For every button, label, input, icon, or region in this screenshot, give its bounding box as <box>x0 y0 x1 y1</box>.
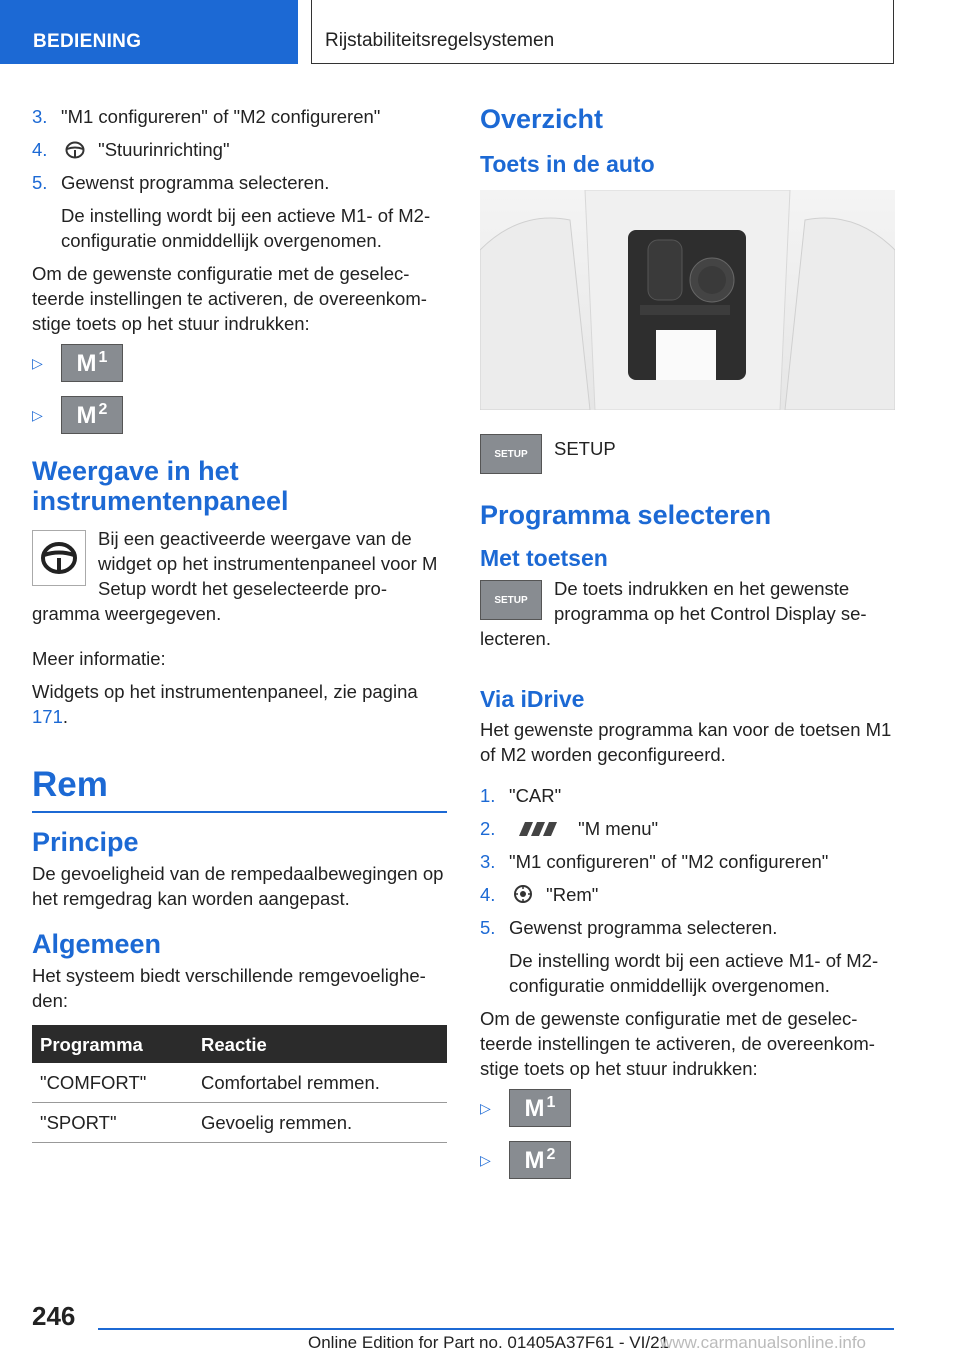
step-number: 2. <box>480 818 496 839</box>
widgets-text: Widgets op het instrumentenpaneel, zie pagina <box>32 681 418 702</box>
triangle-bullet-icon: ▷ <box>32 354 43 371</box>
m-stripes-icon <box>513 822 561 836</box>
m2-sup: 2 <box>546 1145 556 1163</box>
more-info-label: Meer informatie: <box>32 648 166 669</box>
principle-heading: Principe <box>32 827 139 857</box>
m1-button-image <box>61 344 123 382</box>
table-cell: Comfortabel remmen. <box>193 1063 447 1103</box>
overview-heading: Overzicht <box>480 104 604 134</box>
list-item <box>32 137 447 162</box>
page-link[interactable]: 171 <box>32 706 63 727</box>
step-number: 1. <box>480 785 496 806</box>
display-heading: Weergave in het instrumentenpaneel <box>32 456 289 516</box>
m2-button-image <box>61 396 123 434</box>
triangle-bullet-icon: ▷ <box>480 1099 491 1116</box>
m2-letter: M <box>524 1146 545 1174</box>
m2-button-image <box>509 1141 571 1179</box>
select-heading: Programma selecteren <box>480 500 772 530</box>
widgets-reference: Widgets op het instrumentenpaneel, zie pagina 171. <box>32 681 418 727</box>
m1-letter: M <box>76 349 97 377</box>
list-item <box>32 344 447 382</box>
step-number: 4. <box>32 139 48 160</box>
step-text: "Stuurinrichting" <box>98 139 230 160</box>
table-cell: "COMFORT" <box>32 1063 193 1103</box>
left-steps-list <box>32 104 447 253</box>
keys-text: De toets indrukken en het gewenste programma op het Control Display selecteren. <box>480 578 867 649</box>
header-chapter-box <box>311 0 894 64</box>
table-row <box>32 1103 447 1143</box>
display-text: Bij een geactiveerde weergave van de widget op het instrumentenpaneel voor M Setup wordt het geselecteerde programma weergegeven. <box>32 528 438 624</box>
idrive-heading: Via iDrive <box>480 686 585 712</box>
step-text: "M1 configureren" of "M2 configureren" <box>61 106 381 127</box>
header-section-tab <box>0 0 298 64</box>
triangle-bullet-icon: ▷ <box>480 1151 491 1168</box>
m1-button-image <box>509 1089 571 1127</box>
step-number: 5. <box>480 917 496 938</box>
center-console-photo <box>480 190 895 410</box>
list-item <box>480 849 895 874</box>
header-section-label: BEDIENING <box>33 31 142 52</box>
steering-wheel-icon <box>65 141 85 159</box>
general-heading: Algemeen <box>32 929 162 959</box>
step-text: Gewenst programma selecteren. <box>509 917 778 938</box>
list-item <box>480 915 895 998</box>
title-divider <box>32 811 447 813</box>
m1-sup: 1 <box>98 348 108 366</box>
center-console-illustration <box>480 190 895 410</box>
table-cell: Gevoelig remmen. <box>193 1103 447 1143</box>
step-number: 4. <box>480 884 496 905</box>
keys-heading: Met toetsen <box>480 545 608 571</box>
idrive-text: Het gewenste programma kan voor de toetsen M1 of M2 worden geconfigureerd. <box>480 719 892 765</box>
table-cell: "SPORT" <box>32 1103 193 1143</box>
right-column <box>480 104 895 1193</box>
m2-sup: 2 <box>98 400 108 418</box>
list-item <box>480 783 895 808</box>
step-number: 3. <box>32 106 48 127</box>
step-subtext: De instelling wordt bij een actieve M1- of M2-configuratie onmiddellijk overgenomen. <box>509 950 879 996</box>
left-column <box>32 104 447 1143</box>
table-row <box>32 1063 447 1103</box>
instrument-panel-icon-box <box>32 530 86 586</box>
step-text: "Rem" <box>546 884 599 905</box>
triangle-bullet-icon: ▷ <box>32 406 43 423</box>
activate-paragraph: Om de gewenste configuratie met de geselecteerde instellingen te activeren, de overeenkomstige toets op het stuur indrukken: <box>32 263 427 334</box>
step-number: 5. <box>32 172 48 193</box>
right-steps-list <box>480 783 895 998</box>
table-header-row <box>32 1025 447 1063</box>
table-header-cell: Programma <box>32 1025 193 1063</box>
header-chapter-label: Rijstabiliteitsregelsystemen <box>325 30 555 51</box>
list-item <box>32 170 447 253</box>
step-text: "M menu" <box>578 818 659 839</box>
step-text: "M1 configureren" of "M2 configureren" <box>509 851 829 872</box>
list-item <box>32 396 447 434</box>
list-item <box>480 816 895 841</box>
footer-divider <box>98 1328 894 1330</box>
key-heading: Toets in de auto <box>480 151 655 177</box>
brake-programs-table <box>32 1025 447 1143</box>
principle-text: De gevoeligheid van de rempedaalbewegingen op het remgedrag kan worden aangepast. <box>32 863 444 909</box>
step-number: 3. <box>480 851 496 872</box>
list-item <box>480 1141 895 1179</box>
watermark: www.carmanualsonline.info <box>660 1333 866 1352</box>
general-text: Het systeem biedt verschillende remgevoeligheden: <box>32 965 426 1011</box>
footer-edition: Online Edition for Part no. 01405A37F61 - VI/21 <box>308 1333 670 1352</box>
list-item <box>480 882 895 907</box>
m2-letter: M <box>76 401 97 429</box>
brake-disc-icon <box>513 884 533 904</box>
table-header-cell: Reactie <box>193 1025 447 1063</box>
step-subtext: De instelling wordt bij een actieve M1- of M2-configuratie onmiddellijk overgenomen. <box>61 205 431 251</box>
setup-button-image: SETUP <box>480 580 542 620</box>
rem-title: Rem <box>32 765 108 804</box>
activate-paragraph: Om de gewenste configuratie met de geselecteerde instellingen te activeren, de overeenkomstige toets op het stuur indrukken: <box>480 1008 875 1079</box>
steering-wheel-icon <box>39 540 79 576</box>
m1-sup: 1 <box>546 1093 556 1111</box>
step-text: "CAR" <box>509 785 562 806</box>
step-text: Gewenst programma selecteren. <box>61 172 330 193</box>
list-item <box>480 1089 895 1127</box>
page-number: 246 <box>32 1301 76 1331</box>
m1-letter: M <box>524 1094 545 1122</box>
list-item <box>32 104 447 129</box>
setup-label: SETUP <box>554 438 616 459</box>
setup-button-image: SETUP <box>480 434 542 474</box>
